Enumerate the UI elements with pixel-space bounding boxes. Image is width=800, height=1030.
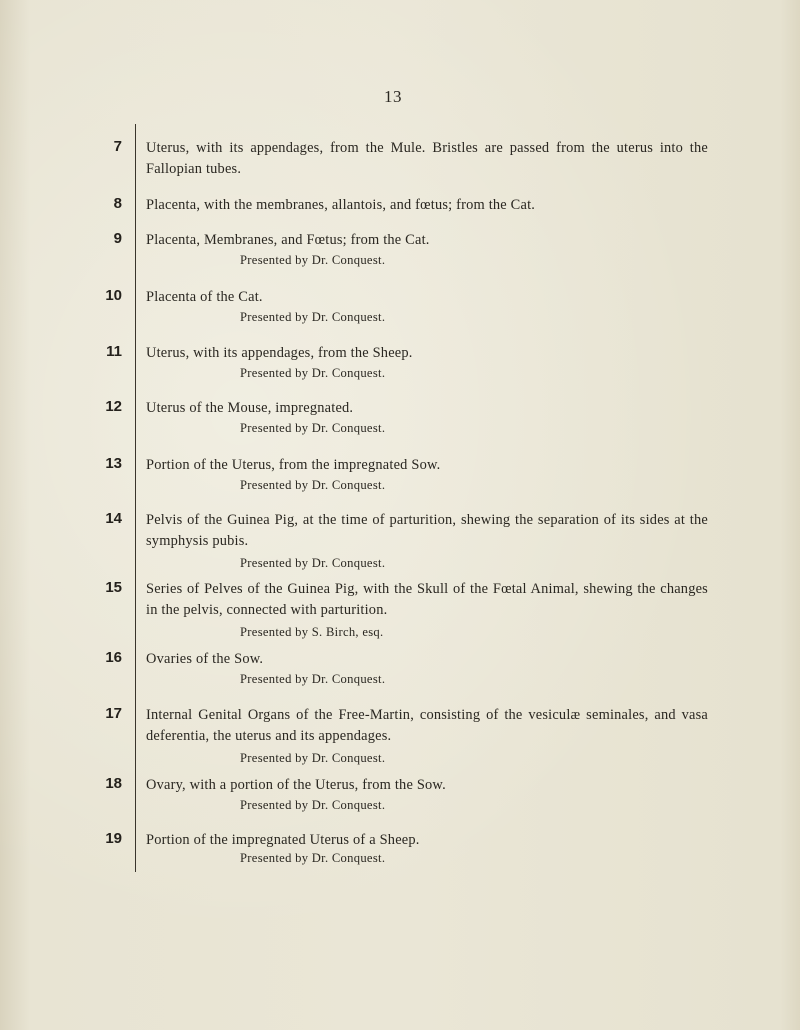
entry-description: Ovaries of the Sow.	[146, 651, 264, 667]
entry-description: Uterus of the Mouse, impregnated.	[146, 400, 354, 416]
entry-description: Portion of the impregnated Uterus of a Sheep.	[146, 832, 420, 848]
presented-by: Presented by Dr. Conquest.	[240, 672, 386, 686]
entry-number: 19	[105, 830, 122, 847]
page-number: 13	[384, 87, 402, 106]
entry-number: 13	[105, 455, 122, 472]
entry-number: 11	[106, 343, 122, 360]
presented-by: Presented by Dr. Conquest.	[240, 556, 386, 570]
entry-description: Ovary, with a portion of the Uterus, from the Sow.	[146, 777, 446, 793]
entry-description: Series of Pelves of the Guinea Pig, with the Skull of the Fœtal Animal, shewing the changes in the pelvis, connected with parturition.	[146, 581, 708, 618]
entry-number: 7	[113, 138, 122, 155]
presented-by: Presented by Dr. Conquest.	[240, 253, 386, 267]
entry-description: Placenta, Membranes, and Fœtus; from the Cat.	[146, 232, 430, 248]
presented-by: Presented by Dr. Conquest.	[240, 798, 386, 812]
entry-number: 10	[105, 287, 122, 304]
entry-number: 16	[105, 649, 122, 666]
entry-description: Uterus, with its appendages, from the Mule. Bristles are passed from the uterus into the Fallopian tubes.	[146, 140, 708, 177]
presented-by: Presented by Dr. Conquest.	[240, 310, 386, 324]
entry-description: Portion of the Uterus, from the impregnated Sow.	[146, 457, 441, 473]
entry-description: Uterus, with its appendages, from the Sheep.	[146, 345, 413, 361]
presented-by: Presented by Dr. Conquest.	[240, 421, 386, 435]
entry-number: 18	[105, 775, 122, 792]
entry-description: Placenta, with the membranes, allantois, and fœtus; from the Cat.	[146, 197, 536, 213]
presented-by: Presented by Dr. Conquest.	[240, 751, 386, 765]
presented-by: Presented by S. Birch, esq.	[240, 625, 384, 639]
presented-by: Presented by Dr. Conquest.	[240, 478, 386, 492]
entry-description: Pelvis of the Guinea Pig, at the time of parturition, shewing the separation of its sides at the symphysis pubis.	[146, 512, 708, 549]
entry-description: Internal Genital Organs of the Free-Martin, consisting of the vesiculæ seminales, and vasa deferentia, the uterus and its appendages.	[146, 707, 708, 744]
entry-number: 8	[113, 195, 122, 212]
column-divider	[135, 124, 136, 872]
entry-number: 17	[105, 705, 122, 722]
entry-number: 9	[113, 230, 122, 247]
entry-number: 15	[105, 579, 122, 596]
entry-description: Placenta of the Cat.	[146, 289, 263, 305]
entry-number: 14	[105, 510, 122, 527]
presented-by: Presented by Dr. Conquest.	[240, 851, 386, 865]
presented-by: Presented by Dr. Conquest.	[240, 366, 386, 380]
entry-number: 12	[105, 398, 122, 415]
